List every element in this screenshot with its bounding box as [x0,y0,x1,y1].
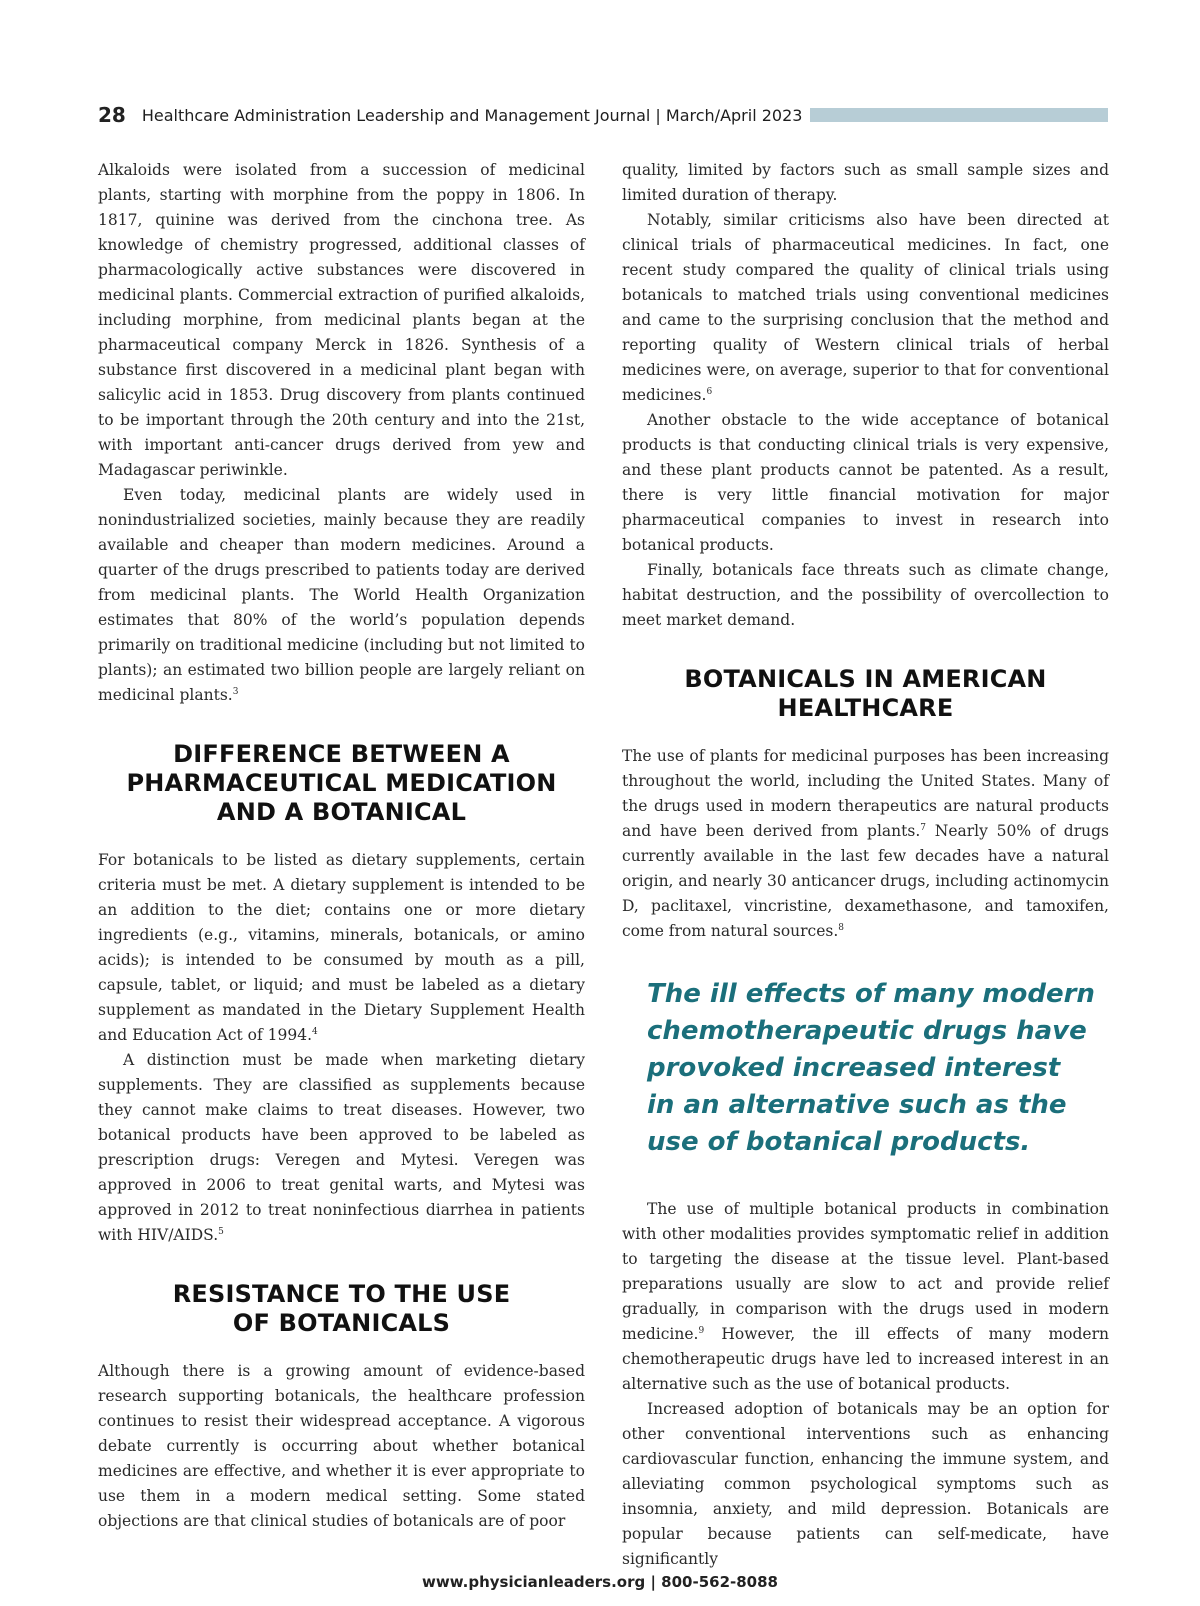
body-paragraph: For botanicals to be listed as dietary supplements, certain criteria must be met. A dietary supplement is intended to be an addition to the diet; contains one or more dietary ingredients (e.g., vitamins, minerals, botanicals, or amino acids); is intended to be consumed by mouth as a pill, capsule, tablet, or liquid; and must be labeled as a dietary supplement as mandated in the Dietary Supplement Health and Education Act of 1994.$^4$ [98,851,585,1044]
pull-quote: The ill effects of many modern chemotherapeutic drugs have provoked increased interest in an alternative such as the use of botanical products. [647,979,1095,1157]
body-paragraph: Notably, similar criticisms also have been directed at clinical trials of pharmaceutical medicines. In fact, one recent study compared the quality of clinical trials using botanicals to matched trials using conventional medicines and came to the surprising conclusion that the method and reporting quality of Western clinical trials of herbal medicines were, on average, superior to that for conventional medicines.$^6$ [622,211,1109,404]
body-paragraph: The use of plants for medicinal purposes has been increasing throughout the world, including the United States. Many of the drugs used in modern therapeutics are natural products and have been derived from plants.$^7$ Nearly 50% of drugs currently available in the last few decades have a natural origin, and nearly 30 anticancer drugs, including actinomycin D, paclitaxel, vincristine, dexamethasone, and tamoxifen, come from natural sources.$^8$ [622,747,1109,940]
body-paragraph: Alkaloids were isolated from a succession of medicinal plants, starting with morphine from the poppy in 1806. In 1817, quinine was derived from the cinchona tree. As knowledge of chemistry progressed, additional classes of pharmacologically active substances were discovered in medicinal plants. Commercial extraction of purified alkaloids, including morphine, from medicinal plants began at the pharmaceutical company Merck in 1826. Synthesis of a substance first discovered in a medicinal plant began with salicylic acid in 1853. Drug discovery from plants continued to be important through the 20th century and into the 21st, with important anti-cancer drugs derived from yew and Madagascar periwinkle. [98,161,585,479]
reference-marker: 9 [698,1325,705,1336]
body-paragraph: Although there is a growing amount of evidence-based research supporting botanicals, the healthcare profession continues to resist their widespread acceptance. A vigorous debate currently is occurring about whether botanical medicines are effective, and whether it is ever appropriate to use them in a modern medical setting. Some stated objections are that clinical studies of botanicals are of poor [98,1362,585,1530]
reference-marker: 3 [232,686,239,697]
body-paragraph: Another obstacle to the wide acceptance of botanical products is that conducting clinical trials is very expensive, and these plant products cannot be patented. As a result, there is very little financial motivation for major pharmaceutical companies to invest in research into botanical products. [622,411,1109,554]
footer-contact: www.physicianleaders.org | 800-562-8088 [422,1573,778,1591]
reference-marker: 4 [312,1026,318,1037]
section-heading-american-healthcare: BOTANICALS IN AMERICAN HEALTHCARE [684,665,1047,722]
page-number: 28 [98,103,126,127]
body-paragraph: Finally, botanicals face threats such as climate change, habitat destruction, and the possibility of overcollection to meet market demand. [622,561,1109,629]
right-column [622,158,1109,1572]
body-paragraph: Even today, medicinal plants are widely used in nonindustrialized societies, mainly because they are readily available and cheaper than modern medicines. Around a quarter of the drugs prescribed to patients today are derived from medicinal plants. The World Health Organization estimates that 80% of the world’s population depends primarily on traditional medicine (including but not limited to plants); an estimated two billion people are largely reliant on medicinal plants.$^3$ [98,486,585,704]
reference-marker: 7 [920,822,926,833]
section-heading-resistance: RESISTANCE TO THE USE OF BOTANICALS [172,1280,511,1337]
body-paragraph: A distinction must be made when marketing dietary supplements. They are classified as supplements because they cannot make claims to treat diseases. However, two botanical products have been approved to be labeled as prescription drugs: Veregen and Mytesi. Veregen was approved in 2006 to treat genital warts, and Mytesi was approved in 2012 to treat noninfectious diarrhea in patients with HIV/AIDS.$^5$ [98,1051,585,1244]
reference-marker: 5 [218,1226,224,1237]
reference-marker: 6 [706,386,713,397]
header-decorative-bar [810,108,1108,122]
running-header [98,100,1108,130]
reference-marker: 8 [838,922,845,933]
body-paragraph: Increased adoption of botanicals may be an option for other conventional interventions such as enhancing cardiovascular function, enhancing the immune system, and alleviating common psychological symptoms such as insomnia, anxiety, and mild depression. Botanicals are popular because patients can self-medicate, have significantly [622,1400,1109,1568]
left-column [98,158,585,1534]
section-heading-difference: DIFFERENCE BETWEEN A PHARMACEUTICAL MEDICATION AND A BOTANICAL [126,740,557,826]
body-paragraph: The use of multiple botanical products in combination with other modalities provides symptomatic relief in addition to targeting the disease at the tissue level. Plant-based preparations usually are slow to act and provide relief gradually, in comparison with the drugs used in modern medicine.$^9$ However, the ill effects of many modern chemotherapeutic drugs have led to increased interest in an alternative such as the use of botanical products. [622,1200,1109,1393]
body-paragraph: quality, limited by factors such as small sample sizes and limited duration of therapy. [622,161,1109,204]
journal-title: Healthcare Administration Leadership and Management Journal | March/April 2023 [141,105,803,125]
